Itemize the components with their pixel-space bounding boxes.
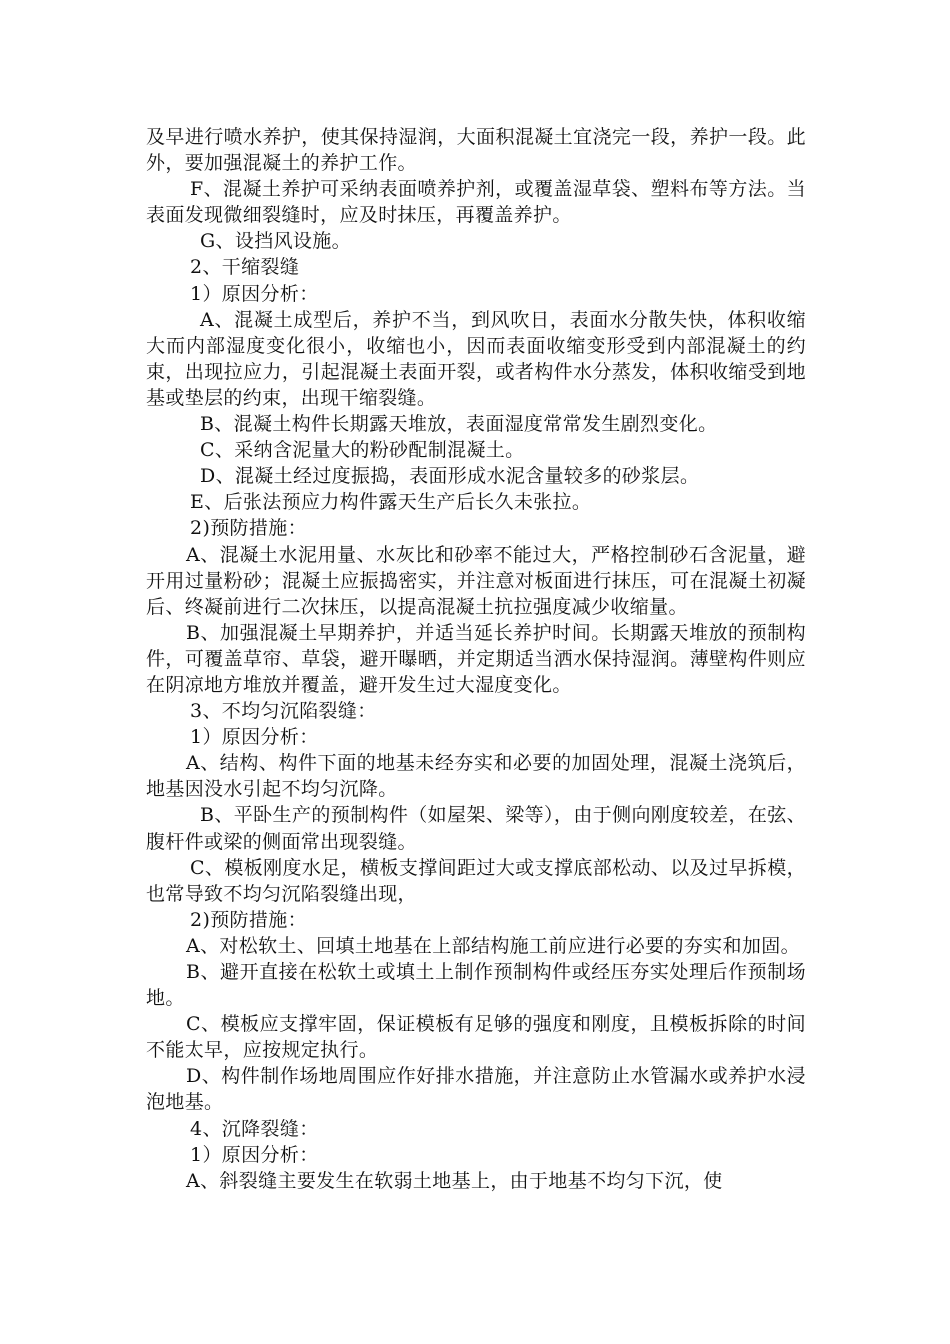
paragraph: C、采纳含泥量大的粉砂配制混凝土。 (200, 439, 525, 462)
paragraph: B、避开直接在松软土或填土上制作预制构件或经压夯实处理后作预制场地。 (146, 961, 806, 1010)
paragraph: E、后张法预应力构件露天生产后长久未张拉。 (190, 491, 592, 514)
subsection-heading: 2)预防措施： (190, 908, 307, 931)
paragraph: B、平卧生产的预制构件（如屋架、梁等），由于侧向刚度较差，在弦、腹杆件或梁的侧面常出现裂缝。 (146, 804, 806, 853)
paragraph: A、混凝土成型后，养护不当，到风吹日，表面水分散失快，体积收缩大而内部湿度变化很小，收缩也小，因而表面收缩变形受到内部混凝土的约束，出现拉应力，引起混凝土表面开裂，或者构件水分蒸发，体积收缩受到地基或垫层的约束，出现干缩裂缝。 (146, 308, 806, 409)
paragraph: B、混凝土构件长期露天堆放，表面湿度常常发生剧烈变化。 (200, 413, 718, 436)
section-heading: 3、不均匀沉陷裂缝： (190, 700, 377, 723)
paragraph: C、模板应支撑牢固，保证模板有足够的强度和刚度，且模板拆除的时间不能太早，应按规定执行。 (146, 1013, 806, 1062)
paragraph: D、混凝土经过度振捣，表面形成水泥含量较多的砂浆层。 (200, 465, 700, 488)
document-body (146, 124, 806, 1194)
section-heading: 2、干缩裂缝 (190, 256, 300, 279)
paragraph: A、对松软土、回填土地基在上部结构施工前应进行必要的夯实和加固。 (186, 934, 800, 957)
subsection-heading: 1）原因分析： (190, 282, 319, 305)
paragraph: D、构件制作场地周围应作好排水措施，并注意防止水管漏水或养护水浸泡地基。 (146, 1065, 806, 1114)
paragraph: 及早进行喷水养护，使其保持湿润，大面积混凝土宜浇完一段，养护一段。此外，要加强混凝土的养护工作。 (146, 126, 806, 175)
section-heading: 4、沉降裂缝： (190, 1117, 319, 1140)
subsection-heading: 2)预防措施： (190, 517, 307, 540)
paragraph: A、结构、构件下面的地基未经夯实和必要的加固处理，混凝土浇筑后，地基因没水引起不均匀沉降。 (146, 752, 806, 801)
paragraph: F、混凝土养护可采纳表面喷养护剂，或覆盖湿草袋、塑料布等方法。当表面发现微细裂缝时，应及时抹压，再覆盖养护。 (146, 178, 806, 227)
paragraph: G、设挡风设施。 (200, 230, 351, 253)
paragraph: B、加强混凝土早期养护，并适当延长养护时间。长期露天堆放的预制构件，可覆盖草帘、草袋，避开曝晒，并定期适当洒水保持湿润。薄壁构件则应在阴凉地方堆放并覆盖，避开发生过大湿度变化。 (146, 621, 806, 696)
subsection-heading: 1）原因分析： (190, 726, 319, 749)
paragraph: A、混凝土水泥用量、水灰比和砂率不能过大，严格控制砂石含泥量，避开用过量粉砂；混凝土应振捣密实，并注意对板面进行抹压，可在混凝土初凝后、终凝前进行二次抹压，以提高混凝土抗拉强度减少收缩量。 (146, 543, 806, 618)
paragraph: A、斜裂缝主要发生在软弱土地基上，由于地基不均匀下沉，使 (186, 1169, 723, 1192)
subsection-heading: 1）原因分析： (190, 1143, 319, 1166)
paragraph: C、模板刚度水足，横板支撑间距过大或支撑底部松动、以及过早拆模，也常导致不均匀沉陷裂缝出现， (146, 856, 806, 905)
